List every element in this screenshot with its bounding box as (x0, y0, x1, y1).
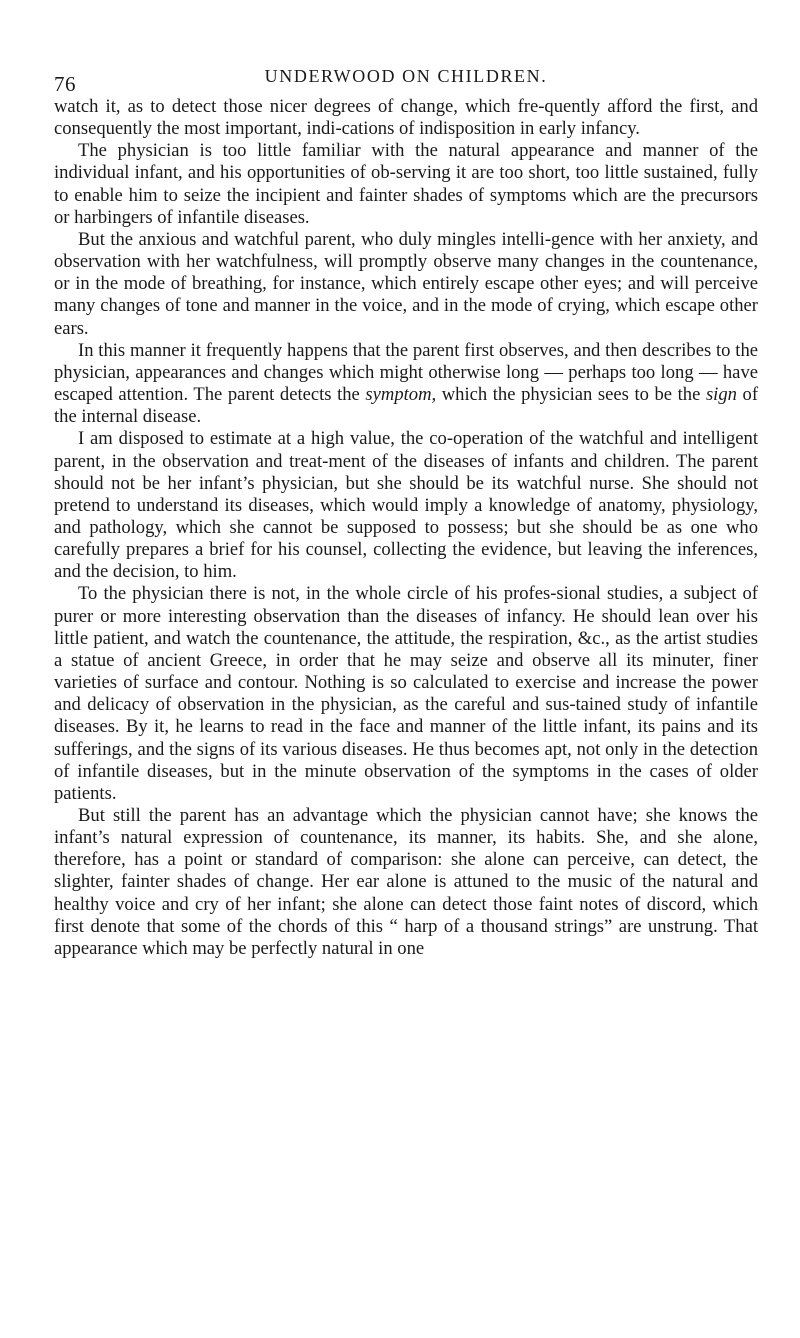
paragraph-text: I am disposed to estimate at a high value, the co-operation of the watchful and intelligent parent, in the observation and treat-ment of the diseases of infants and children. The parent should not be her infant’s physician, but she should be its watchful nurse. She should not pretend to understand its diseases, which would imply a knowledge of anatomy, physiology, and pathology, which she cannot be supposed to possess; but she should be as one who carefully prepares a brief for his counsel, collecting the evidence, but leaving the inferences, and the decision, to him. (54, 428, 758, 583)
paragraph-text: To the physician there is not, in the whole circle of his profes-sional studies, a subject of purer or more interesting observation than the diseases of infancy. He should lean over his little patient, and watch the countenance, the attitude, the respiration, &c., as the artist studies a statue of ancient Greece, in order that he may seize and observe all its minuter, finer varieties of surface and contour. Nothing is so calculated to exercise and increase the power and delicacy of observation in the physician, as the careful and sus-tained study of infantile diseases. By it, he learns to read in the face and manner of the little infant, its pains and its sufferings, and the signs of its various diseases. He thus becomes apt, not only in the detection of infantile diseases, but in the minute observation of the symptoms in the cases of older patients. (54, 583, 758, 804)
paragraph (54, 140, 758, 229)
paragraph-text: watch it, as to detect those nicer degrees of change, which fre-quently afford the first, and consequently the most important, indi-cations of indisposition in early infancy. (54, 96, 758, 140)
paragraph-text: which the physician sees to be the (436, 384, 706, 406)
running-title: UNDERWOOD ON CHILDREN. (264, 66, 548, 86)
paragraph (54, 583, 758, 805)
paragraph-text: of the internal disease. (54, 384, 759, 428)
paragraph-text: In this manner it frequently happens that the parent first observes, and then describes to the physician, appearances and changes which might otherwise long — perhaps too long — have escaped attention. The parent detects the (54, 339, 758, 406)
body-text (54, 96, 758, 960)
paragraph (54, 229, 758, 340)
italic-text: sign (705, 384, 737, 406)
paragraph-text: But still the parent has an advantage which the physician cannot have; she knows the infant’s natural expression of countenance, its manner, its habits. She, and she alone, therefore, has a point or standard of comparison: she alone can perceive, can detect, the slighter, fainter shades of change. Her ear alone is attuned to the music of the natural and healthy voice and cry of her infant; she alone can detect those faint notes of discord, which first denote that some of the chords of this “ harp of a thousand strings” are unstrung. That appearance which may be perfectly natural in one (54, 805, 758, 959)
italic-text: symptom, (365, 384, 437, 406)
paragraph-text: The physician is too little familiar with the natural appearance and manner of the individual infant, and his opportunities of ob-serving it are too short, too little sustained, fully to enable him to seize the incipient and fainter shades of symptoms which are the precursors or harbingers of infantile diseases. (54, 140, 758, 228)
running-head (54, 62, 758, 96)
page-number: 76 (54, 72, 76, 96)
paragraph-text: But the anxious and watchful parent, who duly mingles intelli-gence with her anxiety, and observation with her watchfulness, will promptly observe many changes in the countenance, or in the mode of breathing, for instance, which entirely escape other eyes; and will perceive many changes of tone and manner in the voice, and in the mode of crying, which escape other ears. (54, 228, 758, 339)
paragraph (54, 428, 758, 583)
paragraph (54, 96, 758, 140)
paragraph (54, 805, 758, 960)
paragraph (54, 340, 758, 429)
